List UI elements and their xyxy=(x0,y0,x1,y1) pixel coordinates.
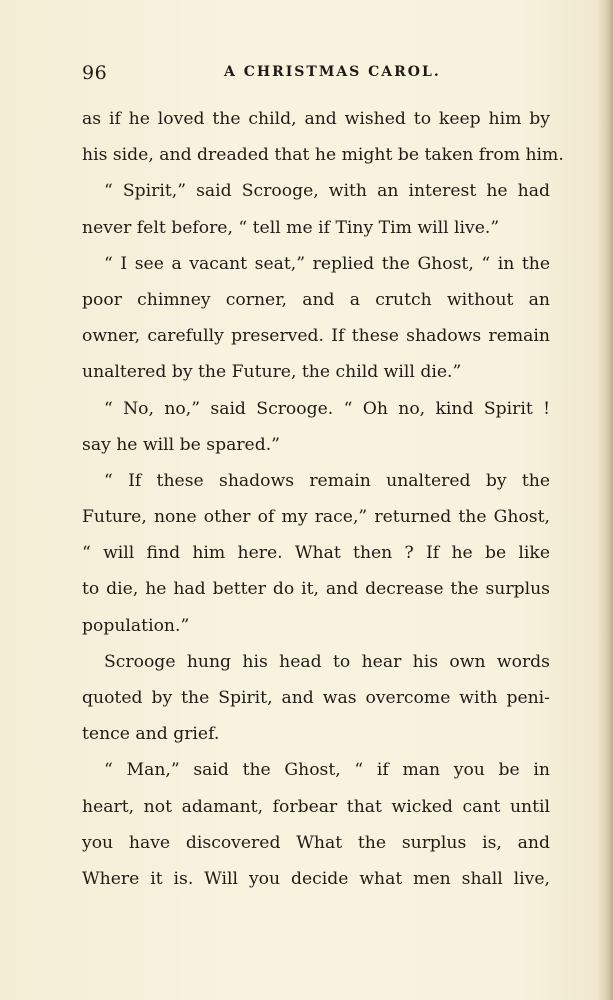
text-line: as if he loved the child, and wished to keep him by xyxy=(82,109,550,129)
text-line: “ If these shadows remain unaltered by the xyxy=(104,470,550,491)
text-line: owner, carefully preserved. If these shadows remain xyxy=(82,326,550,347)
text-line: “ Spirit,” said Scrooge, with an interest he had xyxy=(104,181,550,202)
text-line: “ I see a vacant seat,” replied the Ghost, “ in the xyxy=(104,253,550,274)
text-line: to die, he had better do it, and decrease the surplus xyxy=(82,579,550,600)
body-text xyxy=(82,101,564,897)
text-line: tence and grief. xyxy=(82,724,220,745)
text-line: “ Man,” said the Ghost, “ if man you be in xyxy=(104,760,550,781)
text-line: you have discovered What the surplus is, and xyxy=(82,832,550,853)
page-edge-shadow xyxy=(597,0,613,1000)
text-line: Future, none other of my race,” returned the Ghost, xyxy=(82,507,550,528)
text-line: poor chimney corner, and a crutch without an xyxy=(82,289,550,310)
text-line: population.” xyxy=(82,615,190,636)
running-title: A CHRISTMAS CAROL. xyxy=(224,64,441,80)
text-line: quoted by the Spirit, and was overcome with peni- xyxy=(82,688,550,708)
text-line: never felt before, “ tell me if Tiny Tim will live.” xyxy=(82,217,500,238)
text-line: Where it is. Will you decide what men shall live, xyxy=(82,868,550,889)
page-number: 96 xyxy=(82,62,108,84)
text-line: “ will find him here. What then ? If he be like xyxy=(82,543,550,564)
text-line: “ No, no,” said Scrooge. “ Oh no, kind Spirit ! xyxy=(104,398,550,419)
text-line: unaltered by the Future, the child will die.” xyxy=(82,362,462,383)
text-line: say he will be spared.” xyxy=(82,434,280,455)
text-line: Scrooge hung his head to hear his own words xyxy=(104,651,550,672)
page-header xyxy=(82,62,552,88)
text-line: his side, and dreaded that he might be taken from him. xyxy=(82,145,564,166)
text-line: heart, not adamant, forbear that wicked cant until xyxy=(82,796,550,817)
